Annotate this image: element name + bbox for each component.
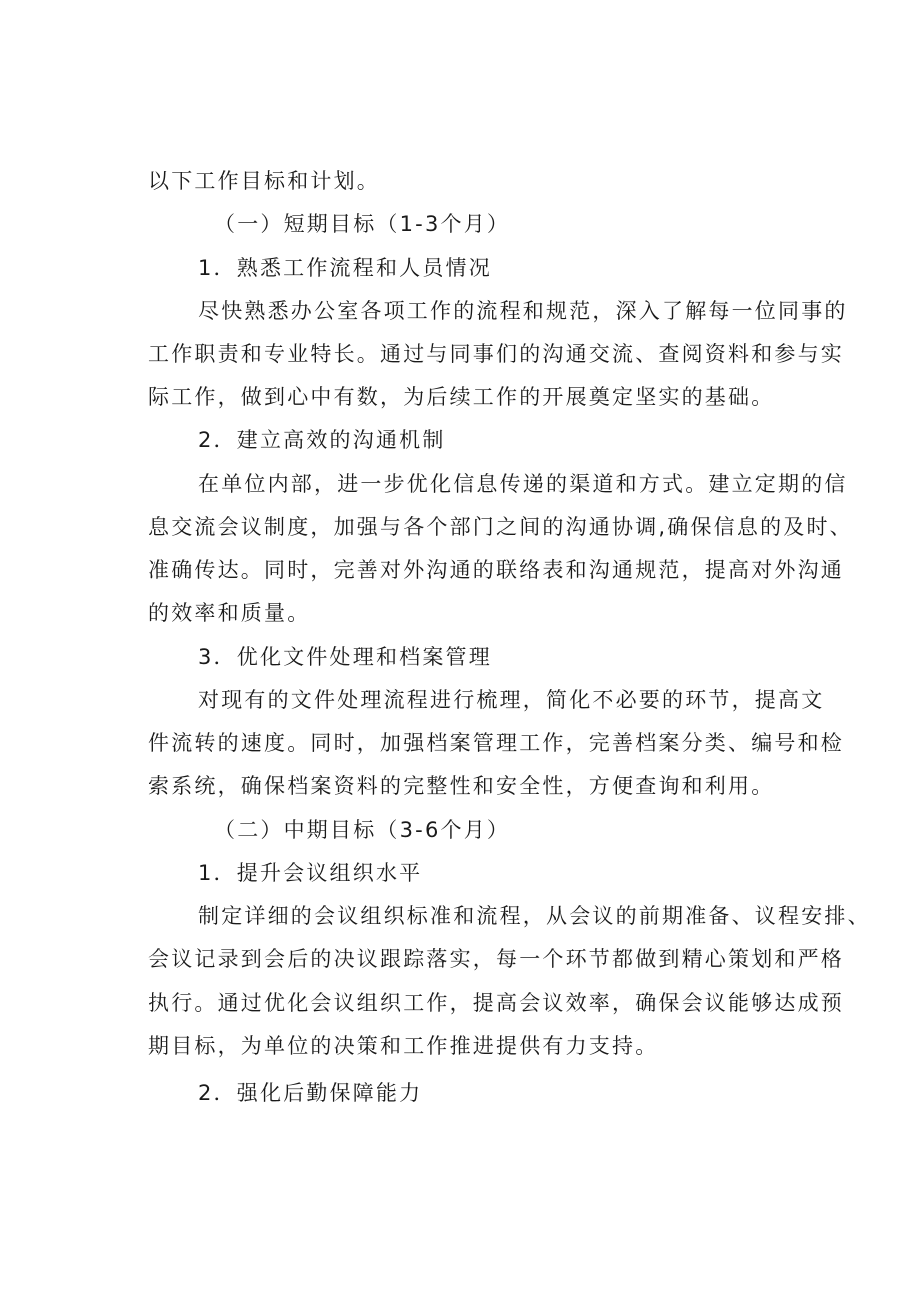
text-line: 会议记录到会后的决议跟踪落实，每一个环节都做到精心策划和严格 [148, 947, 844, 971]
text-line: 索系统，确保档案资料的完整性和安全性，方便查询和利用。 [148, 774, 775, 798]
text-line: 对现有的文件处理流程进行梳理，简化不必要的环节，提高文 [198, 688, 825, 712]
item-heading: 1．熟悉工作流程和人员情况 [198, 256, 492, 280]
text-line: 际工作，做到心中有数，为后续工作的开展奠定坚实的基础。 [148, 385, 775, 409]
text-line: 息交流会议制度，加强与各个部门之间的沟通协调,确保信息的及时、 [148, 515, 853, 539]
text-line: 件流转的速度。同时，加强档案管理工作，完善档案分类、编号和检 [148, 731, 844, 755]
text-line: 制定详细的会议组织标准和流程，从会议的前期准备、议程安排、 [198, 904, 871, 928]
text-line: 尽快熟悉办公室各项工作的流程和规范，深入了解每一位同事的 [198, 299, 848, 323]
text-line: 以下工作目标和计划。 [148, 169, 380, 193]
text-line: 准确传达。同时，完善对外沟通的联络表和沟通规范，提高对外沟通 [148, 558, 844, 582]
item-heading: 3．优化文件处理和档案管理 [198, 645, 492, 669]
section-heading-mid-term: （二）中期目标（3-6个月） [214, 818, 511, 842]
text-line: 的效率和质量。 [148, 601, 311, 625]
text-line: 期目标，为单位的决策和工作推进提供有力支持。 [148, 1034, 659, 1058]
item-heading: 1．提升会议组织水平 [198, 861, 423, 885]
text-line: 执行。通过优化会议组织工作，提高会议效率，确保会议能够达成预 [148, 991, 844, 1015]
item-heading: 2．建立高效的沟通机制 [198, 428, 446, 452]
text-line: 工作职责和专业特长。通过与同事们的沟通交流、查阅资料和参与实 [148, 342, 844, 366]
text-line: 在单位内部，进一步优化信息传递的渠道和方式。建立定期的信 [198, 472, 848, 496]
item-heading: 2．强化后勤保障能力 [198, 1081, 423, 1105]
section-heading-short-term: （一）短期目标（1-3个月） [214, 212, 511, 236]
